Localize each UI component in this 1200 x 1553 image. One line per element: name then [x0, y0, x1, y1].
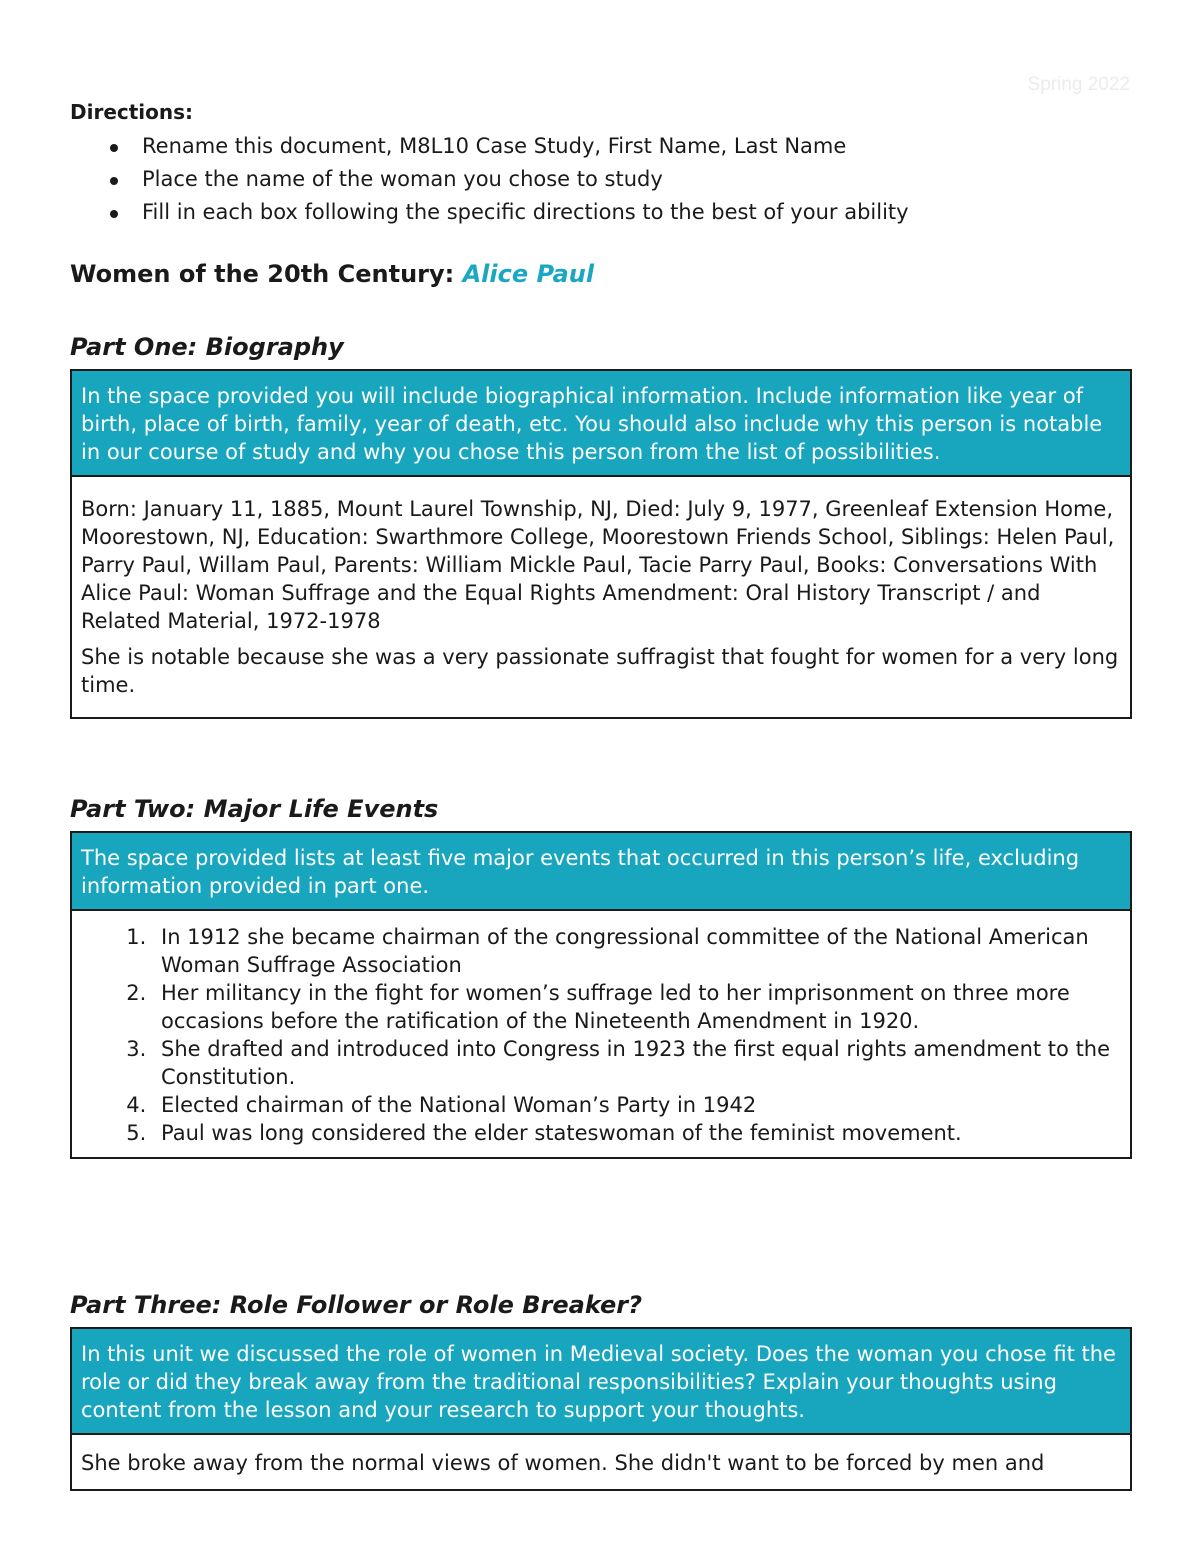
event-item: 3. She drafted and introduced into Congress in 1923 the first equal rights amendment to the Constitution. — [153, 1035, 1121, 1091]
subject-name: Alice Paul — [462, 260, 595, 288]
notable-paragraph: She is notable because she was a very passionate suffragist that fought for women for a very long time. — [81, 645, 1119, 697]
part-two-heading: Part Two: Major Life Events — [70, 795, 439, 823]
directions-list — [70, 130, 1132, 229]
document-body — [70, 100, 1132, 1491]
part-one-section — [70, 331, 1132, 719]
part-three-section — [70, 1289, 1132, 1491]
directions-title: Directions: — [70, 100, 194, 124]
directions-item: Place the name of the woman you chose to study — [110, 163, 1132, 196]
biography-paragraph: Born: January 11, 1885, Mount Laurel Township, NJ, Died: July 9, 1977, Greenleaf Extension Home, Moorestown, NJ, Education: Swarthmore College, Moorestown Friends School, Siblings: Helen Paul, Parry Paul, Willam Paul, Parents: William Mickle Paul, Tacie Parry Paul, Books: Conversations With Alice Paul: Woman Suffrage and the Equal Rights Amendment: Oral History Transcript / and Related Material, 1972-1978 — [81, 497, 1115, 633]
document-title — [70, 257, 1132, 291]
directions-section — [70, 100, 1132, 229]
directions-item: Fill in each box following the specific directions to the best of your ability — [110, 196, 1132, 229]
event-item: 1. In 1912 she became chairman of the congressional committee of the National American Woman Suffrage Association — [153, 923, 1121, 979]
events-list — [81, 923, 1121, 1147]
event-item: 2. Her militancy in the fight for women’s suffrage led to her imprisonment on three more occasions before the ratification of the Nineteenth Amendment in 1920. — [153, 979, 1121, 1035]
role-paragraph: She broke away from the normal views of women. She didn't want to be forced by men and — [81, 1451, 1045, 1475]
part-one-prompt: In the space provided you will include biographical information. Include information like year of birth, place of birth, family, year of death, etc. You should also include why this person is notable in our course of study and why you chose this person from the list of possibilities. — [72, 371, 1130, 477]
header-term: Spring 2022 — [1027, 74, 1130, 95]
directions-item: Rename this document, M8L10 Case Study, First Name, Last Name — [110, 130, 1132, 163]
event-item: 4. Elected chairman of the National Woman’s Party in 1942 — [153, 1091, 1121, 1119]
part-three-answer[interactable] — [72, 1435, 1130, 1489]
part-one-answer[interactable] — [72, 477, 1130, 717]
part-two-box — [70, 831, 1132, 1159]
title-prefix: Women of the 20th Century: — [70, 260, 463, 288]
part-three-prompt: In this unit we discussed the role of women in Medieval society. Does the woman you chose fit the role or did they break away from the traditional responsibilities? Explain your thoughts using content from the lesson and your research to support your thoughts. — [72, 1329, 1130, 1435]
part-one-box — [70, 369, 1132, 719]
part-one-heading: Part One: Biography — [70, 333, 344, 361]
part-two-prompt: The space provided lists at least five major events that occurred in this person’s life, excluding information provided in part one. — [72, 833, 1130, 911]
part-three-heading: Part Three: Role Follower or Role Breaker? — [70, 1291, 643, 1319]
event-item: 5. Paul was long considered the elder stateswoman of the feminist movement. — [153, 1119, 1121, 1147]
part-three-box — [70, 1327, 1132, 1491]
part-two-answer[interactable] — [72, 911, 1130, 1157]
part-two-section — [70, 793, 1132, 1159]
